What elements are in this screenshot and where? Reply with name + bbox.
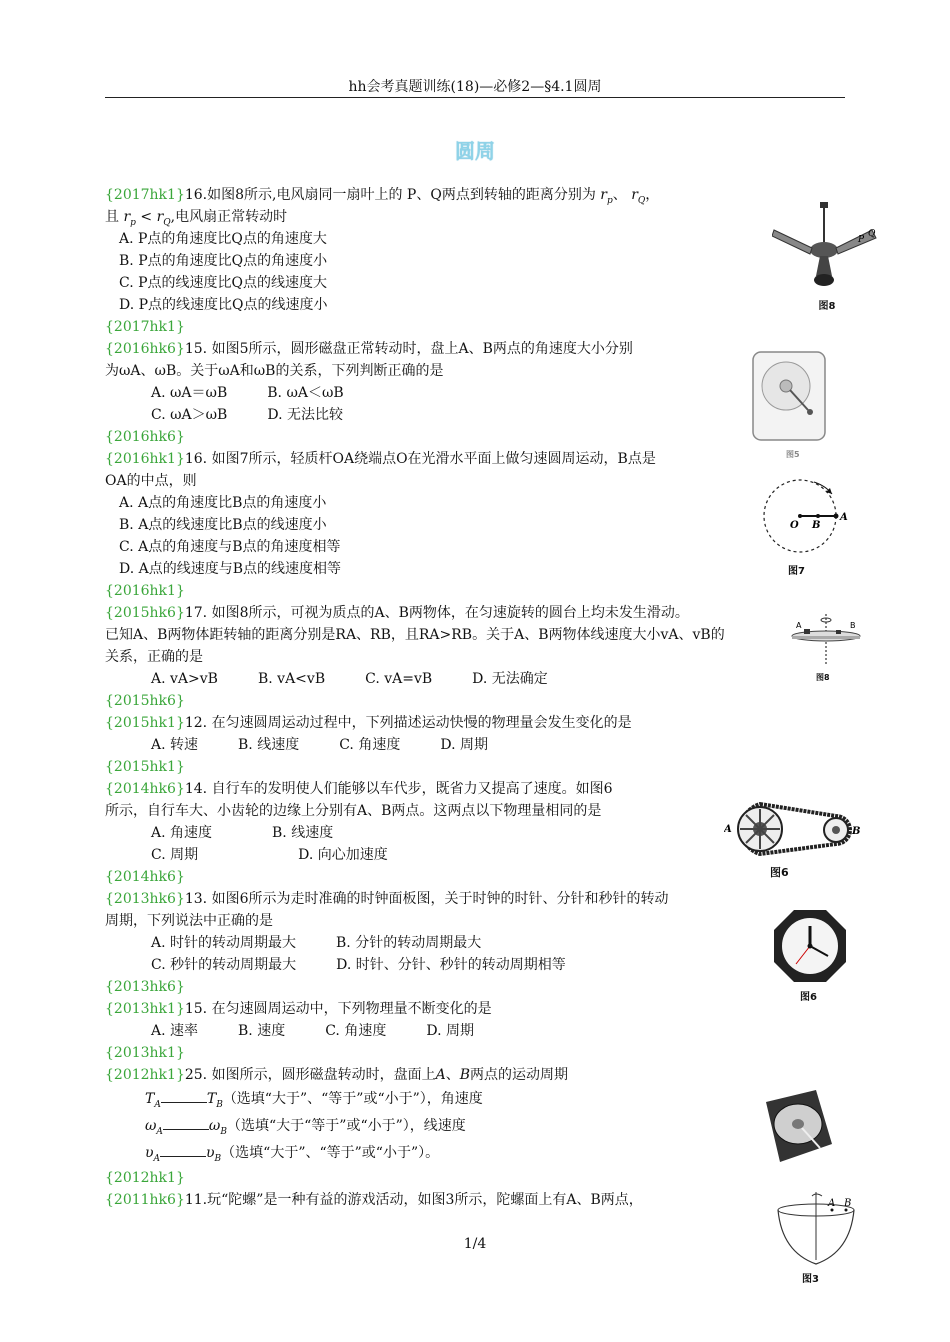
- chain-figure: [724, 798, 864, 878]
- q7-option-a: A. 时针的转动周期最大: [151, 935, 297, 951]
- q8-option-c: C. 角速度: [325, 1023, 387, 1039]
- chain-caption: 图6: [770, 866, 789, 879]
- rod-label-o: O: [790, 520, 799, 531]
- q1-rq: $r_Q$: [631, 187, 646, 206]
- rod-caption: 图7: [788, 566, 805, 577]
- q9-sep: 、: [445, 1067, 460, 1083]
- page-number: 1/4: [463, 1236, 487, 1252]
- q8-options: [105, 1020, 765, 1042]
- q9-wa: $\omega_A$: [145, 1118, 163, 1137]
- clock-caption: 图6: [800, 992, 817, 1003]
- turntable-caption: 图8: [816, 673, 830, 682]
- q9-angular-line: [105, 1113, 765, 1140]
- q3-option-b: B. A点的线速度比B点的线速度小: [119, 517, 327, 533]
- q9-stem1-end: 两点的运动周期: [470, 1067, 568, 1083]
- q10-tag: {2011hk6}: [105, 1192, 185, 1208]
- q8-option-b: B. 速度: [238, 1023, 286, 1039]
- chain-label-b: B: [852, 826, 861, 837]
- harddisk-icon: [760, 1088, 836, 1166]
- q1-option-c: C. P点的线速度比Q点的线速度大: [119, 275, 328, 291]
- q1-rq2: $r_Q$: [156, 209, 171, 228]
- q9-blank-angular[interactable]: [163, 1115, 209, 1130]
- top-label-b: B: [844, 1198, 852, 1209]
- q1-comma: ，: [645, 187, 660, 203]
- q1-stem1: 16.如图8所示,电风扇同一扇叶上的 P、Q两点到转轴的距离分别为: [184, 187, 596, 203]
- q9-blank-linear[interactable]: [160, 1142, 206, 1157]
- q6-options-ab: [105, 822, 765, 844]
- q7-tag: {2013hk6}: [105, 891, 185, 907]
- turntable-icon: [790, 612, 866, 668]
- turntable-label-a: A: [796, 621, 802, 630]
- section-title: 圆周: [455, 139, 495, 163]
- chain-gears-icon: [724, 798, 864, 860]
- fan-figure: [772, 200, 882, 312]
- q3-stem1: 16. 如图7所示，轻质杆OA绕端点O在光滑水平面上做匀速圆周运动，B点是: [184, 451, 656, 467]
- q5-tag: {2015hk1}: [105, 715, 185, 731]
- q7-end-tag: {2013hk6}: [105, 979, 185, 995]
- q3-option-c: C. A点的角速度与B点的角速度相等: [119, 539, 341, 555]
- q4-option-b: B. vA<vB: [257, 671, 326, 687]
- q6-option-c: C. 周期: [151, 847, 199, 863]
- q9-point-b: B: [459, 1067, 470, 1083]
- q3-end-tag: {2016hk1}: [105, 583, 185, 599]
- q1-sep: 、: [612, 187, 627, 203]
- q6-stem1: 14. 自行车的发明使人们能够以车代步，既省力又提高了速度。如图6: [184, 781, 613, 797]
- q9-linear-line: [105, 1140, 765, 1167]
- q9-vb: $\upsilon_B$: [206, 1145, 222, 1164]
- rod-diagram: [758, 476, 854, 558]
- q6-line1: [105, 778, 765, 800]
- questions-content: [105, 184, 765, 1211]
- q4-options: [105, 668, 765, 690]
- q2-option-b: B. ωA＜ωB: [267, 385, 344, 401]
- q5-options: [105, 734, 765, 756]
- q4-stem1: 17. 如图8所示，可视为质点的A、B两物体，在匀速旋转的圆台上均未发生滑动。: [184, 605, 689, 621]
- q4-line1: [105, 602, 765, 624]
- q9-l3-end: （选填“大于”、“等于”或“小于”）。: [221, 1145, 440, 1161]
- q2-options-cd: [105, 404, 765, 426]
- q2-option-d: D. 无法比较: [267, 407, 343, 423]
- q1-lt: <: [135, 209, 157, 225]
- q3-tag: {2016hk1}: [105, 451, 185, 467]
- q9-blank-period[interactable]: [161, 1088, 207, 1103]
- q9-ta: $T_A$: [145, 1091, 161, 1110]
- q4-end-tag: {2015hk6}: [105, 693, 185, 709]
- q9-period-line: [105, 1086, 765, 1113]
- q8-option-d: D. 周期: [426, 1023, 474, 1039]
- q4-option-d: D. 无法确定: [472, 671, 548, 687]
- q9-tb: $T_B$: [206, 1091, 223, 1110]
- q5-option-a: A. 转速: [151, 737, 199, 753]
- rod-label-a: A: [840, 512, 848, 523]
- q7-options-ab: [105, 932, 765, 954]
- q5-option-d: D. 周期: [440, 737, 488, 753]
- q3-stem2: OA的中点，则: [105, 473, 197, 489]
- q9-line1: [105, 1064, 765, 1086]
- q1-line1: [105, 184, 765, 206]
- q8-end-tag: {2013hk1}: [105, 1045, 185, 1061]
- harddisk-figure: [760, 1088, 836, 1168]
- q5-option-c: C. 角速度: [339, 737, 401, 753]
- q2-line1: [105, 338, 765, 360]
- q2-stem1: 15. 如图5所示，圆形磁盘正常转动时，盘上A、B两点的角速度大小分别: [184, 341, 633, 357]
- turntable-label-b: B: [850, 621, 856, 630]
- top-label-a: A: [828, 1198, 836, 1209]
- q10-line1: [105, 1189, 765, 1211]
- q6-end-tag: {2014hk6}: [105, 869, 185, 885]
- q6-option-d: D. 向心加速度: [298, 847, 388, 863]
- q4-option-a: A. vA>vB: [151, 671, 218, 687]
- q5-stem1: 12. 在匀速圆周运动过程中，下列描述运动快慢的物理量会发生变化的是: [184, 715, 632, 731]
- q3-line1: [105, 448, 765, 470]
- q9-stem1: 25. 如图所示，圆形磁盘转动时，盘面上: [184, 1067, 436, 1083]
- q1-tag: {2017hk1}: [105, 187, 185, 203]
- rod-label-b: B: [812, 520, 821, 531]
- q6-tag: {2014hk6}: [105, 781, 185, 797]
- q7-stem2: 周期，下列说法中正确的是: [105, 913, 273, 929]
- fan-icon: [772, 200, 882, 295]
- q1-option-a: A. P点的角速度比Q点的角速度大: [119, 231, 327, 247]
- q7-option-c: C. 秒针的转动周期最大: [151, 957, 297, 973]
- q2-stem2: 为ωA、ωB。关于ωA和ωB的关系，下列判断正确的是: [105, 363, 444, 379]
- q5-end-tag: {2015hk1}: [105, 759, 185, 775]
- q9-va: $\upsilon_A$: [145, 1145, 161, 1164]
- clock-figure: [772, 908, 848, 1004]
- q1-stem2a: 且: [105, 209, 119, 225]
- fan-caption: 图8: [818, 301, 836, 312]
- page-header: hh会考真题训练(18)—必修2—§4.1圆周: [348, 79, 602, 95]
- q9-wb: $\omega_B$: [208, 1118, 227, 1137]
- disk-icon: [750, 350, 830, 445]
- q4-stem3: 关系，正确的是: [105, 649, 203, 665]
- q9-point-a: A: [435, 1067, 446, 1083]
- svg-text:Q: Q: [868, 229, 876, 239]
- disk-caption: 图5: [786, 450, 800, 459]
- top-caption: 图3: [802, 1274, 819, 1285]
- q4-stem2: 已知A、B两物体距转轴的距离分别是RA、RB，且RA>RB。关于A、B两物体线速度大小vA、vB的: [105, 627, 725, 643]
- q8-line1: [105, 998, 765, 1020]
- q8-tag: {2013hk1}: [105, 1001, 185, 1017]
- clock-icon: [772, 908, 848, 984]
- q7-options-cd: [105, 954, 765, 976]
- spinning-top-icon: [772, 1190, 862, 1266]
- q2-options-ab: [105, 382, 765, 404]
- q8-stem1: 15. 在匀速圆周运动中，下列物理量不断变化的是: [184, 1001, 492, 1017]
- q9-tag: {2012hk1}: [105, 1067, 185, 1083]
- q10-stem1: 11.玩“陀螺”是一种有益的游戏活动，如图3所示，陀螺面上有A、B两点，: [184, 1192, 643, 1208]
- svg-text:P: P: [858, 235, 865, 245]
- q7-option-b: B. 分针的转动周期最大: [336, 935, 482, 951]
- q2-end-tag: {2016hk6}: [105, 429, 185, 445]
- q5-option-b: B. 线速度: [238, 737, 300, 753]
- q4-option-c: C. vA=vB: [365, 671, 433, 687]
- q1-option-d: D. P点的线速度比Q点的线速度小: [119, 297, 328, 313]
- q9-l2-end: （选填“大于“等于”或“小于”），线速度: [226, 1118, 466, 1134]
- q1-stem2b: ,电风扇正常转动时: [170, 209, 288, 225]
- q8-option-a: A. 速率: [151, 1023, 199, 1039]
- q3-option-d: D. A点的线速度与B点的线速度相等: [119, 561, 342, 577]
- rod-figure: [758, 476, 854, 577]
- q2-option-c: C. ωA＞ωB: [151, 407, 228, 423]
- q7-stem1: 13. 如图6所示为走时准确的时钟面板图，关于时钟的时针、分针和秒针的转动: [184, 891, 669, 907]
- q1-option-b: B. P点的角速度比Q点的角速度小: [119, 253, 328, 269]
- q1-rp: $r_p$: [600, 187, 613, 206]
- q1-end-tag: {2017hk1}: [105, 319, 185, 335]
- q6-stem2: 所示，自行车大、小齿轮的边缘上分别有A、B两点。这两点以下物理量相同的是: [105, 803, 602, 819]
- q7-line1: [105, 888, 765, 910]
- q6-option-a: A. 角速度: [151, 825, 213, 841]
- q9-l1-end: （选填“大于”、“等于”或“小于”），角速度: [222, 1091, 483, 1107]
- q2-tag: {2016hk6}: [105, 341, 185, 357]
- disk-figure: [750, 350, 830, 462]
- q3-option-a: A. A点的角速度比B点的角速度小: [119, 495, 327, 511]
- q6-option-b: B. 线速度: [272, 825, 334, 841]
- q5-line1: [105, 712, 765, 734]
- q4-tag: {2015hk6}: [105, 605, 185, 621]
- q7-option-d: D. 时针、分针、秒针的转动周期相等: [336, 957, 566, 973]
- turntable-figure: [790, 612, 866, 682]
- q1-rp2: $r_p$: [123, 209, 136, 228]
- q9-end-tag: {2012hk1}: [105, 1170, 185, 1186]
- q6-options-cd: [105, 844, 765, 866]
- q2-option-a: A. ωA＝ωB: [151, 385, 228, 401]
- header-rule: [105, 97, 845, 98]
- q1-line2: [105, 206, 765, 228]
- chain-label-a: A: [724, 824, 732, 835]
